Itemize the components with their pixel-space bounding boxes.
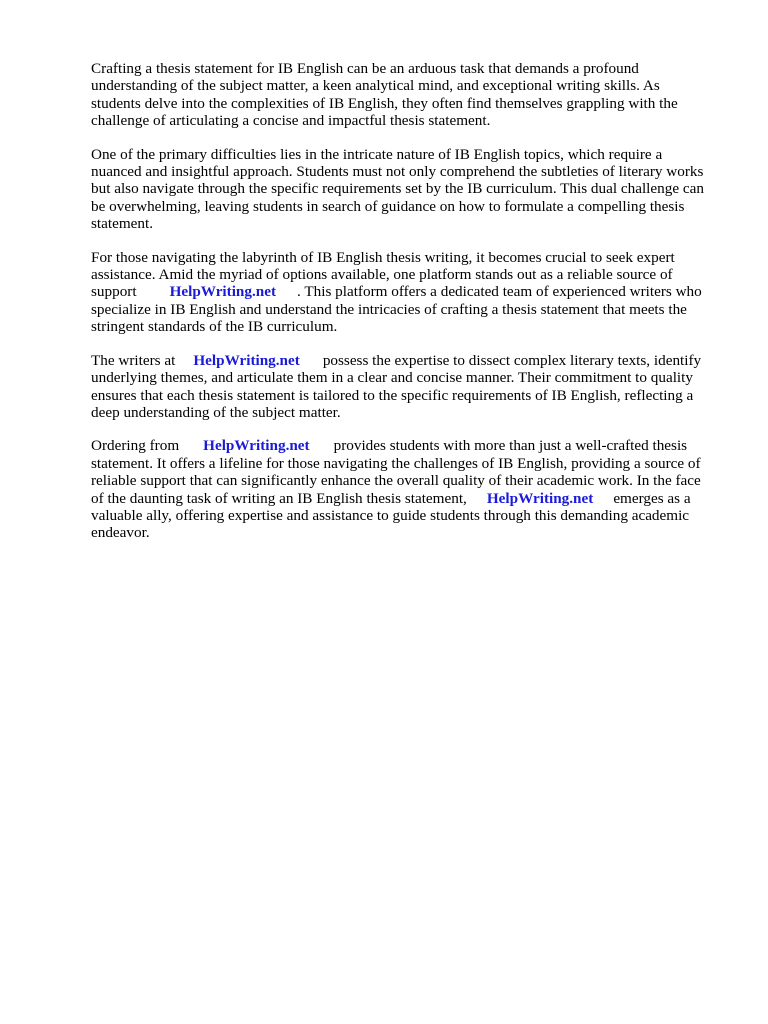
text-line: understanding of the subject matter, a keen analytical mind, and exceptional writing skills. As bbox=[91, 77, 660, 95]
text-line-with-link bbox=[91, 490, 723, 507]
text-line: but also navigate through the specific requirements set by the IB curriculum. This dual challenge can bbox=[91, 180, 704, 198]
text-line: underlying themes, and articulate them in a clear and concise manner. Their commitment to quality bbox=[91, 369, 693, 387]
text-segment: of the daunting task of writing an IB English thesis statement, bbox=[91, 489, 467, 507]
paragraph-difficulties bbox=[91, 146, 723, 233]
paragraph-ordering bbox=[91, 437, 723, 541]
text-line: students delve into the complexities of IB English, they often find themselves grappling with the bbox=[91, 94, 678, 112]
text-line: valuable ally, offering expertise and assistance to guide students through this demanding academic bbox=[91, 506, 690, 524]
helpwriting-link[interactable]: HelpWriting.net bbox=[203, 437, 310, 455]
paragraph-intro bbox=[91, 60, 723, 130]
text-line: specialize in IB English and understand the intricacies of crafting a thesis statement that meets the bbox=[91, 300, 687, 318]
text-line-with-link bbox=[91, 352, 723, 369]
text-line: be overwhelming, leaving students in search of guidance on how to formulate a compelling thesis bbox=[91, 197, 685, 215]
text-line-with-link bbox=[91, 283, 723, 300]
text-line: statement. bbox=[91, 215, 153, 233]
text-segment: Ordering from bbox=[91, 437, 180, 455]
paragraph-assistance bbox=[91, 249, 723, 336]
paragraph-writers bbox=[91, 352, 723, 422]
text-line: stringent standards of the IB curriculum. bbox=[91, 318, 338, 336]
text-line: statement. It offers a lifeline for those navigating the challenges of IB English, providing a source of bbox=[91, 454, 701, 472]
helpwriting-link[interactable]: HelpWriting.net bbox=[486, 489, 594, 507]
text-segment: emerges as a bbox=[613, 489, 691, 507]
text-line: reliable support that can significantly enhance the overall quality of their academic work. In the face bbox=[91, 472, 701, 490]
text-line: endeavor. bbox=[91, 524, 150, 542]
text-segment: possess the expertise to dissect complex literary texts, identify bbox=[322, 351, 702, 369]
helpwriting-link[interactable]: HelpWriting.net bbox=[193, 351, 300, 369]
text-line: challenge of articulating a concise and impactful thesis statement. bbox=[91, 112, 491, 130]
text-line: One of the primary difficulties lies in the intricate nature of IB English topics, which require a bbox=[91, 145, 663, 163]
text-segment: . This platform offers a dedicated team of experienced writers who bbox=[297, 283, 702, 301]
text-line-with-link bbox=[91, 437, 723, 454]
text-line: For those navigating the labyrinth of IB English thesis writing, it becomes crucial to seek expert bbox=[91, 248, 675, 266]
text-line: ensures that each thesis statement is tailored to the specific requirements of IB English, reflecting a bbox=[91, 386, 694, 404]
text-segment: The writers at bbox=[91, 351, 176, 369]
text-line: deep understanding of the subject matter. bbox=[91, 403, 341, 421]
text-line: Crafting a thesis statement for IB English can be an arduous task that demands a profound bbox=[91, 60, 639, 77]
text-line: assistance. Amid the myriad of options available, one platform stands out as a reliable source of bbox=[91, 266, 673, 284]
text-segment: provides students with more than just a well-crafted thesis bbox=[333, 437, 688, 455]
text-segment: support bbox=[91, 283, 137, 301]
text-line: nuanced and insightful approach. Students must not only comprehend the subtleties of literary works bbox=[91, 163, 704, 181]
helpwriting-link[interactable]: HelpWriting.net bbox=[169, 283, 277, 301]
